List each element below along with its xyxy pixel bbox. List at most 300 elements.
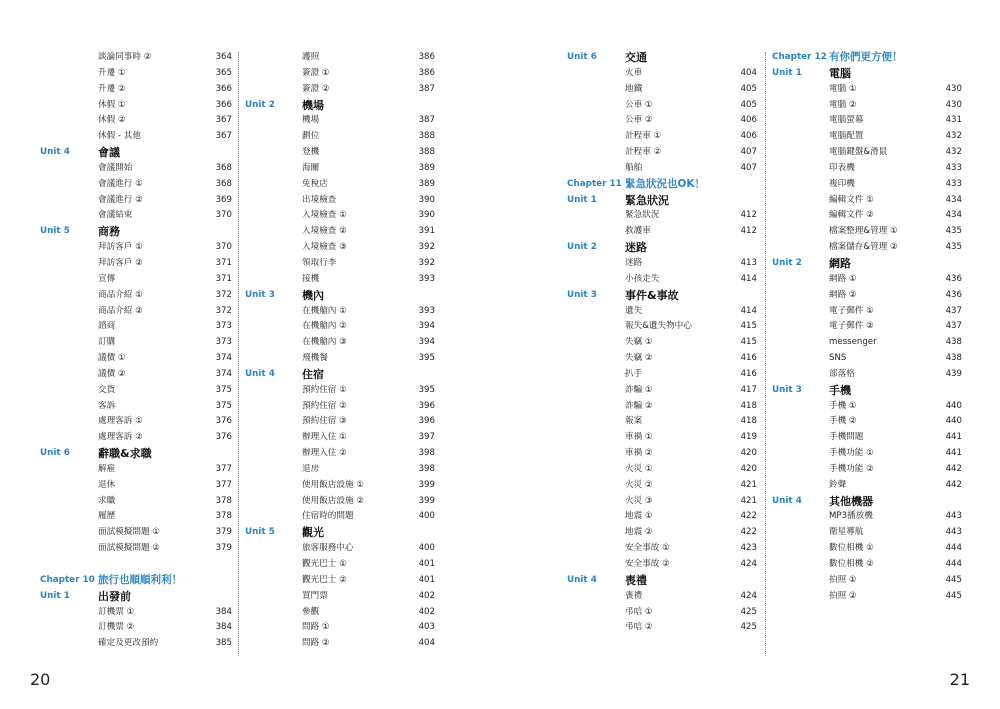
entry-page-number: 417	[740, 384, 757, 395]
entry-page-number: 398	[418, 463, 435, 474]
entry-title: 弔唁 ①	[625, 606, 653, 617]
entry-title: 電腦螢幕	[829, 115, 864, 126]
entry-title: 客訴	[98, 400, 116, 411]
entry-title: 處理客訴 ①	[98, 416, 143, 427]
chapter-title: 旅行也順順利利！	[98, 573, 182, 586]
toc-entry	[772, 557, 962, 573]
entry-title: 火災 ②	[625, 479, 653, 490]
unit-heading	[40, 589, 232, 605]
toc-entry	[245, 256, 435, 272]
toc-entry	[567, 446, 757, 462]
unit-heading	[40, 446, 232, 462]
entry-page-number: 442	[945, 479, 962, 490]
toc-entry	[567, 541, 757, 557]
entry-page-number: 421	[740, 479, 757, 490]
entry-page-number: 440	[945, 416, 962, 427]
chapter-heading	[40, 573, 232, 589]
chapter-heading	[772, 50, 962, 66]
entry-title: 電腦 ①	[829, 83, 857, 94]
entry-page-number: 416	[740, 368, 757, 379]
entry-page-number: 373	[215, 321, 232, 332]
entry-title: 議價 ②	[98, 368, 126, 379]
unit-title: 網路	[829, 256, 851, 270]
page-number-right: 21	[949, 670, 970, 689]
toc-entry	[40, 430, 232, 446]
entry-page-number: 412	[740, 210, 757, 221]
entry-title: 數位相機 ①	[829, 543, 874, 554]
toc-entry	[40, 462, 232, 478]
entry-title: 檔案儲存&管理 ②	[829, 242, 898, 253]
entry-title: 複印機	[829, 178, 855, 189]
entry-title: 小孩走失	[625, 273, 660, 284]
entry-title: 船舶	[625, 162, 643, 173]
toc-entry	[40, 177, 232, 193]
entry-page-number: 375	[215, 400, 232, 411]
entry-title: 在機艙內 ③	[302, 337, 347, 348]
unit-label: Unit 5	[40, 226, 70, 237]
entry-title: 在機艙內 ①	[302, 305, 347, 316]
entry-page-number: 404	[418, 638, 435, 649]
toc-entry	[245, 509, 435, 525]
entry-title: 議價 ①	[98, 353, 126, 364]
entry-page-number: 439	[945, 368, 962, 379]
toc-entry	[40, 525, 232, 541]
toc-entry	[567, 66, 757, 82]
entry-title: 商品介紹 ②	[98, 305, 143, 316]
entry-page-number: 399	[418, 479, 435, 490]
entry-page-number: 415	[740, 321, 757, 332]
entry-page-number: 405	[740, 99, 757, 110]
entry-title: 接機	[302, 273, 320, 284]
unit-label: Unit 1	[567, 194, 597, 205]
unit-heading	[567, 50, 757, 66]
entry-title: messenger	[829, 337, 877, 348]
entry-title: 手機功能 ①	[829, 448, 874, 459]
entry-page-number: 425	[740, 622, 757, 633]
entry-page-number: 438	[945, 337, 962, 348]
toc-column-3	[567, 50, 757, 636]
entry-title: 編輯文件 ①	[829, 194, 874, 205]
entry-page-number: 435	[945, 242, 962, 253]
unit-heading	[772, 66, 962, 82]
entry-page-number: 402	[418, 606, 435, 617]
toc-entry	[245, 636, 435, 652]
toc-entry	[245, 240, 435, 256]
entry-title: 參觀	[302, 606, 320, 617]
entry-title: 辦理入住 ①	[302, 432, 347, 443]
toc-entry	[567, 620, 757, 636]
entry-title: 手機 ①	[829, 400, 857, 411]
unit-title: 會議	[98, 146, 120, 160]
toc-entry	[245, 430, 435, 446]
entry-page-number: 404	[740, 67, 757, 78]
toc-entry	[245, 50, 435, 66]
toc-entry	[245, 383, 435, 399]
chapter-title: 緊急狀況也OK！	[625, 177, 706, 190]
toc-entry	[567, 430, 757, 446]
entry-title: 緊急狀況	[625, 210, 660, 221]
toc-entry	[772, 541, 962, 557]
unit-title: 手機	[829, 383, 851, 397]
entry-title: 數位相機 ②	[829, 559, 874, 569]
entry-page-number: 434	[945, 210, 962, 221]
unit-label: Unit 2	[245, 99, 275, 110]
toc-entry	[40, 367, 232, 383]
unit-heading	[567, 288, 757, 304]
toc-entry	[567, 161, 757, 177]
toc-entry	[245, 319, 435, 335]
entry-page-number: 433	[945, 178, 962, 189]
entry-page-number: 371	[215, 257, 232, 268]
toc-entry	[772, 288, 962, 304]
unit-title: 喪禮	[625, 573, 647, 587]
toc-column-4	[772, 50, 962, 605]
toc-entry	[40, 82, 232, 98]
entry-page-number: 441	[945, 448, 962, 459]
entry-page-number: 377	[215, 463, 232, 474]
entry-page-number: 367	[215, 131, 232, 142]
entry-page-number: 388	[418, 131, 435, 142]
toc-entry	[567, 113, 757, 129]
chapter-label: Chapter 11	[567, 178, 622, 189]
entry-page-number: 406	[740, 115, 757, 126]
unit-title: 交通	[625, 51, 647, 64]
entry-page-number: 415	[740, 337, 757, 348]
entry-page-number: 393	[418, 305, 435, 316]
entry-title: 詐騙 ②	[625, 400, 653, 411]
entry-title: 拜訪客戶 ①	[98, 242, 143, 253]
toc-entry	[772, 367, 962, 383]
entry-title: 休假 - 其他	[98, 131, 141, 142]
toc-entry	[567, 605, 757, 621]
entry-title: 迷路	[625, 257, 643, 268]
entry-title: 海關	[302, 162, 320, 173]
entry-page-number: 387	[418, 115, 435, 126]
toc-entry	[772, 193, 962, 209]
entry-title: 訂購	[98, 337, 116, 348]
entry-title: 問路 ①	[302, 622, 330, 633]
unit-heading	[772, 383, 962, 399]
toc-entry	[772, 240, 962, 256]
entry-title: 觀光巴士 ②	[302, 574, 347, 585]
entry-title: 退休	[98, 479, 116, 490]
entry-page-number: 418	[740, 416, 757, 427]
toc-entry	[567, 525, 757, 541]
toc-entry	[40, 240, 232, 256]
entry-title: 解雇	[98, 463, 116, 474]
entry-page-number: 379	[215, 527, 232, 538]
toc-entry	[567, 224, 757, 240]
entry-page-number: 390	[418, 194, 435, 205]
toc-entry	[245, 161, 435, 177]
entry-page-number: 368	[215, 178, 232, 189]
toc-entry	[40, 494, 232, 510]
entry-title: 會議結束	[98, 210, 133, 221]
toc-entry	[245, 494, 435, 510]
entry-page-number: 445	[945, 574, 962, 585]
unit-heading	[245, 367, 435, 383]
entry-page-number: 386	[418, 52, 435, 62]
toc-entry	[245, 541, 435, 557]
entry-page-number: 397	[418, 432, 435, 443]
entry-page-number: 398	[418, 448, 435, 459]
entry-page-number: 389	[418, 162, 435, 173]
entry-page-number: 445	[945, 590, 962, 601]
toc-entry	[40, 129, 232, 145]
entry-title: 計程車 ②	[625, 147, 662, 158]
toc-entry	[245, 193, 435, 209]
unit-label: Unit 4	[245, 368, 275, 379]
entry-page-number: 416	[740, 353, 757, 364]
entry-page-number: 364	[215, 52, 232, 62]
entry-title: 入境檢查 ③	[302, 242, 347, 253]
entry-page-number: 414	[740, 273, 757, 284]
unit-title: 機場	[302, 98, 324, 112]
toc-entry	[245, 272, 435, 288]
entry-page-number: 422	[740, 511, 757, 522]
unit-label: Unit 3	[567, 289, 597, 300]
entry-title: 訂機票 ②	[98, 622, 135, 633]
entry-page-number: 431	[945, 115, 962, 126]
toc-entry	[772, 304, 962, 320]
toc-entry	[567, 383, 757, 399]
entry-title: 火車	[625, 67, 643, 78]
toc-entry	[245, 462, 435, 478]
unit-label: Unit 1	[40, 590, 70, 601]
entry-title: 履歷	[98, 511, 116, 522]
entry-page-number: 367	[215, 115, 232, 126]
entry-page-number: 420	[740, 463, 757, 474]
entry-page-number: 437	[945, 321, 962, 332]
toc-entry	[245, 304, 435, 320]
entry-page-number: 407	[740, 162, 757, 173]
entry-title: 部落格	[829, 368, 855, 379]
entry-page-number: 435	[945, 226, 962, 237]
unit-title: 辭職&求職	[98, 447, 152, 461]
entry-title: 休假 ①	[98, 99, 126, 110]
unit-heading	[245, 525, 435, 541]
toc-entry	[245, 177, 435, 193]
entry-title: 退房	[302, 463, 320, 474]
entry-title: 失竊 ②	[625, 353, 653, 364]
unit-label: Unit 4	[772, 495, 802, 506]
entry-page-number: 400	[418, 543, 435, 554]
unit-title: 出發前	[98, 589, 131, 603]
entry-title: 鈴聲	[829, 479, 847, 490]
entry-title: 車禍 ②	[625, 448, 653, 459]
entry-page-number: 422	[740, 527, 757, 538]
entry-title: 遺失	[625, 305, 643, 316]
toc-column-1	[40, 50, 232, 652]
unit-label: Unit 2	[772, 257, 802, 268]
entry-page-number: 437	[945, 305, 962, 316]
toc-entry	[567, 256, 757, 272]
entry-title: 交貨	[98, 384, 116, 395]
entry-title: 劃位	[302, 131, 320, 142]
entry-title: 拍照 ①	[829, 574, 857, 585]
toc-entry	[40, 304, 232, 320]
entry-page-number: 375	[215, 384, 232, 395]
toc-entry	[772, 161, 962, 177]
entry-title: 預約住宿 ③	[302, 416, 347, 427]
entry-title: 辦理入住 ②	[302, 448, 347, 459]
toc-entry	[40, 383, 232, 399]
toc-entry	[245, 605, 435, 621]
entry-title: 登機	[302, 147, 320, 158]
toc-entry	[772, 351, 962, 367]
chapter-heading	[567, 177, 757, 193]
entry-page-number: 424	[740, 590, 757, 601]
entry-title: 商品介紹 ①	[98, 289, 143, 300]
toc-entry	[567, 208, 757, 224]
unit-heading	[245, 98, 435, 114]
unit-heading	[245, 288, 435, 304]
toc-entry	[245, 399, 435, 415]
entry-title: 安全事故 ②	[625, 559, 670, 569]
toc-entry	[772, 478, 962, 494]
toc-entry	[772, 113, 962, 129]
entry-page-number: 418	[740, 400, 757, 411]
toc-entry	[567, 351, 757, 367]
entry-page-number: 405	[740, 83, 757, 94]
toc-entry	[245, 478, 435, 494]
entry-title: 飛機餐	[302, 353, 328, 364]
toc-entry	[245, 351, 435, 367]
toc-entry	[567, 145, 757, 161]
entry-page-number: 373	[215, 337, 232, 348]
entry-page-number: 430	[945, 99, 962, 110]
toc-entry	[567, 509, 757, 525]
unit-title: 住宿	[302, 367, 324, 381]
entry-title: 拜訪客戶 ②	[98, 257, 143, 268]
toc-entry	[567, 462, 757, 478]
entry-title: 電腦鍵盤&滑鼠	[829, 147, 888, 158]
toc-entry	[40, 399, 232, 415]
entry-title: 升遷 ②	[98, 83, 126, 94]
entry-page-number: 423	[740, 543, 757, 554]
entry-page-number: 376	[215, 416, 232, 427]
toc-entry	[567, 478, 757, 494]
toc-entry	[40, 636, 232, 652]
entry-page-number: 391	[418, 226, 435, 237]
entry-page-number: 442	[945, 463, 962, 474]
unit-heading	[772, 494, 962, 510]
toc-entry	[245, 82, 435, 98]
page-number-left: 20	[30, 670, 51, 689]
entry-page-number: 407	[740, 147, 757, 158]
entry-page-number: 377	[215, 479, 232, 490]
entry-title: 地震 ①	[625, 511, 653, 522]
entry-page-number: 392	[418, 242, 435, 253]
toc-entry	[567, 367, 757, 383]
entry-title: 火災 ①	[625, 463, 653, 474]
entry-title: 檔案整理&管理 ①	[829, 226, 898, 237]
entry-page-number: 399	[418, 495, 435, 506]
entry-page-number: 390	[418, 210, 435, 221]
entry-page-number: 396	[418, 416, 435, 427]
unit-title: 事件&事故	[625, 288, 679, 302]
entry-title: 旅客服務中心	[302, 543, 354, 554]
entry-title: 公車 ②	[625, 115, 653, 126]
toc-entry	[40, 193, 232, 209]
entry-page-number: 372	[215, 289, 232, 300]
toc-entry	[245, 335, 435, 351]
entry-title: 護照	[302, 52, 320, 62]
entry-page-number: 424	[740, 559, 757, 569]
unit-title: 其他機器	[829, 494, 873, 508]
unit-heading	[567, 573, 757, 589]
toc-entry	[772, 335, 962, 351]
entry-page-number: 420	[740, 448, 757, 459]
entry-title: 手機 ②	[829, 416, 857, 427]
entry-title: 確定及更改預約	[98, 638, 159, 649]
entry-page-number: 443	[945, 511, 962, 522]
unit-title: 機內	[302, 288, 324, 302]
entry-title: 使用飯店設施 ②	[302, 495, 364, 506]
entry-page-number: 384	[215, 606, 232, 617]
entry-title: 問路 ②	[302, 638, 330, 649]
entry-title: 手機功能 ②	[829, 463, 874, 474]
toc-entry	[772, 177, 962, 193]
entry-page-number: 406	[740, 131, 757, 142]
entry-page-number: 436	[945, 289, 962, 300]
entry-title: 衛星導航	[829, 527, 864, 538]
toc-entry	[245, 129, 435, 145]
entry-title: 拍照 ②	[829, 590, 857, 601]
entry-page-number: 434	[945, 194, 962, 205]
unit-heading	[567, 193, 757, 209]
unit-label: Unit 3	[772, 384, 802, 395]
entry-page-number: 378	[215, 511, 232, 522]
entry-page-number: 400	[418, 511, 435, 522]
toc-entry	[40, 113, 232, 129]
entry-title: 簽證 ①	[302, 67, 330, 78]
entry-page-number: 412	[740, 226, 757, 237]
entry-title: 地鐵	[625, 83, 643, 94]
toc-entry	[245, 145, 435, 161]
entry-page-number: 440	[945, 400, 962, 411]
chapter-label: Chapter 10	[40, 574, 95, 585]
entry-page-number: 443	[945, 527, 962, 538]
toc-entry	[772, 82, 962, 98]
entry-title: 計程車 ①	[625, 131, 662, 142]
entry-page-number: 393	[418, 273, 435, 284]
entry-page-number: 379	[215, 543, 232, 554]
entry-page-number: 392	[418, 257, 435, 268]
unit-heading	[40, 224, 232, 240]
unit-label: Unit 4	[567, 574, 597, 585]
entry-title: 使用飯店設施 ①	[302, 479, 364, 490]
toc-entry	[245, 113, 435, 129]
toc-entry	[40, 272, 232, 288]
unit-title: 緊急狀況	[625, 193, 669, 207]
spacer	[40, 557, 232, 573]
entry-page-number: 371	[215, 273, 232, 284]
toc-entry	[40, 541, 232, 557]
entry-page-number: 370	[215, 210, 232, 221]
unit-title: 電腦	[829, 66, 851, 80]
entry-page-number: 385	[215, 638, 232, 649]
entry-title: MP3播放機	[829, 511, 873, 522]
entry-title: 諮商	[98, 321, 116, 332]
toc-entry	[40, 288, 232, 304]
entry-page-number: 432	[945, 147, 962, 158]
entry-title: 預約住宿 ①	[302, 384, 347, 395]
toc-entry	[40, 208, 232, 224]
toc-entry	[40, 98, 232, 114]
entry-title: 網路 ②	[829, 289, 857, 300]
entry-page-number: 368	[215, 162, 232, 173]
